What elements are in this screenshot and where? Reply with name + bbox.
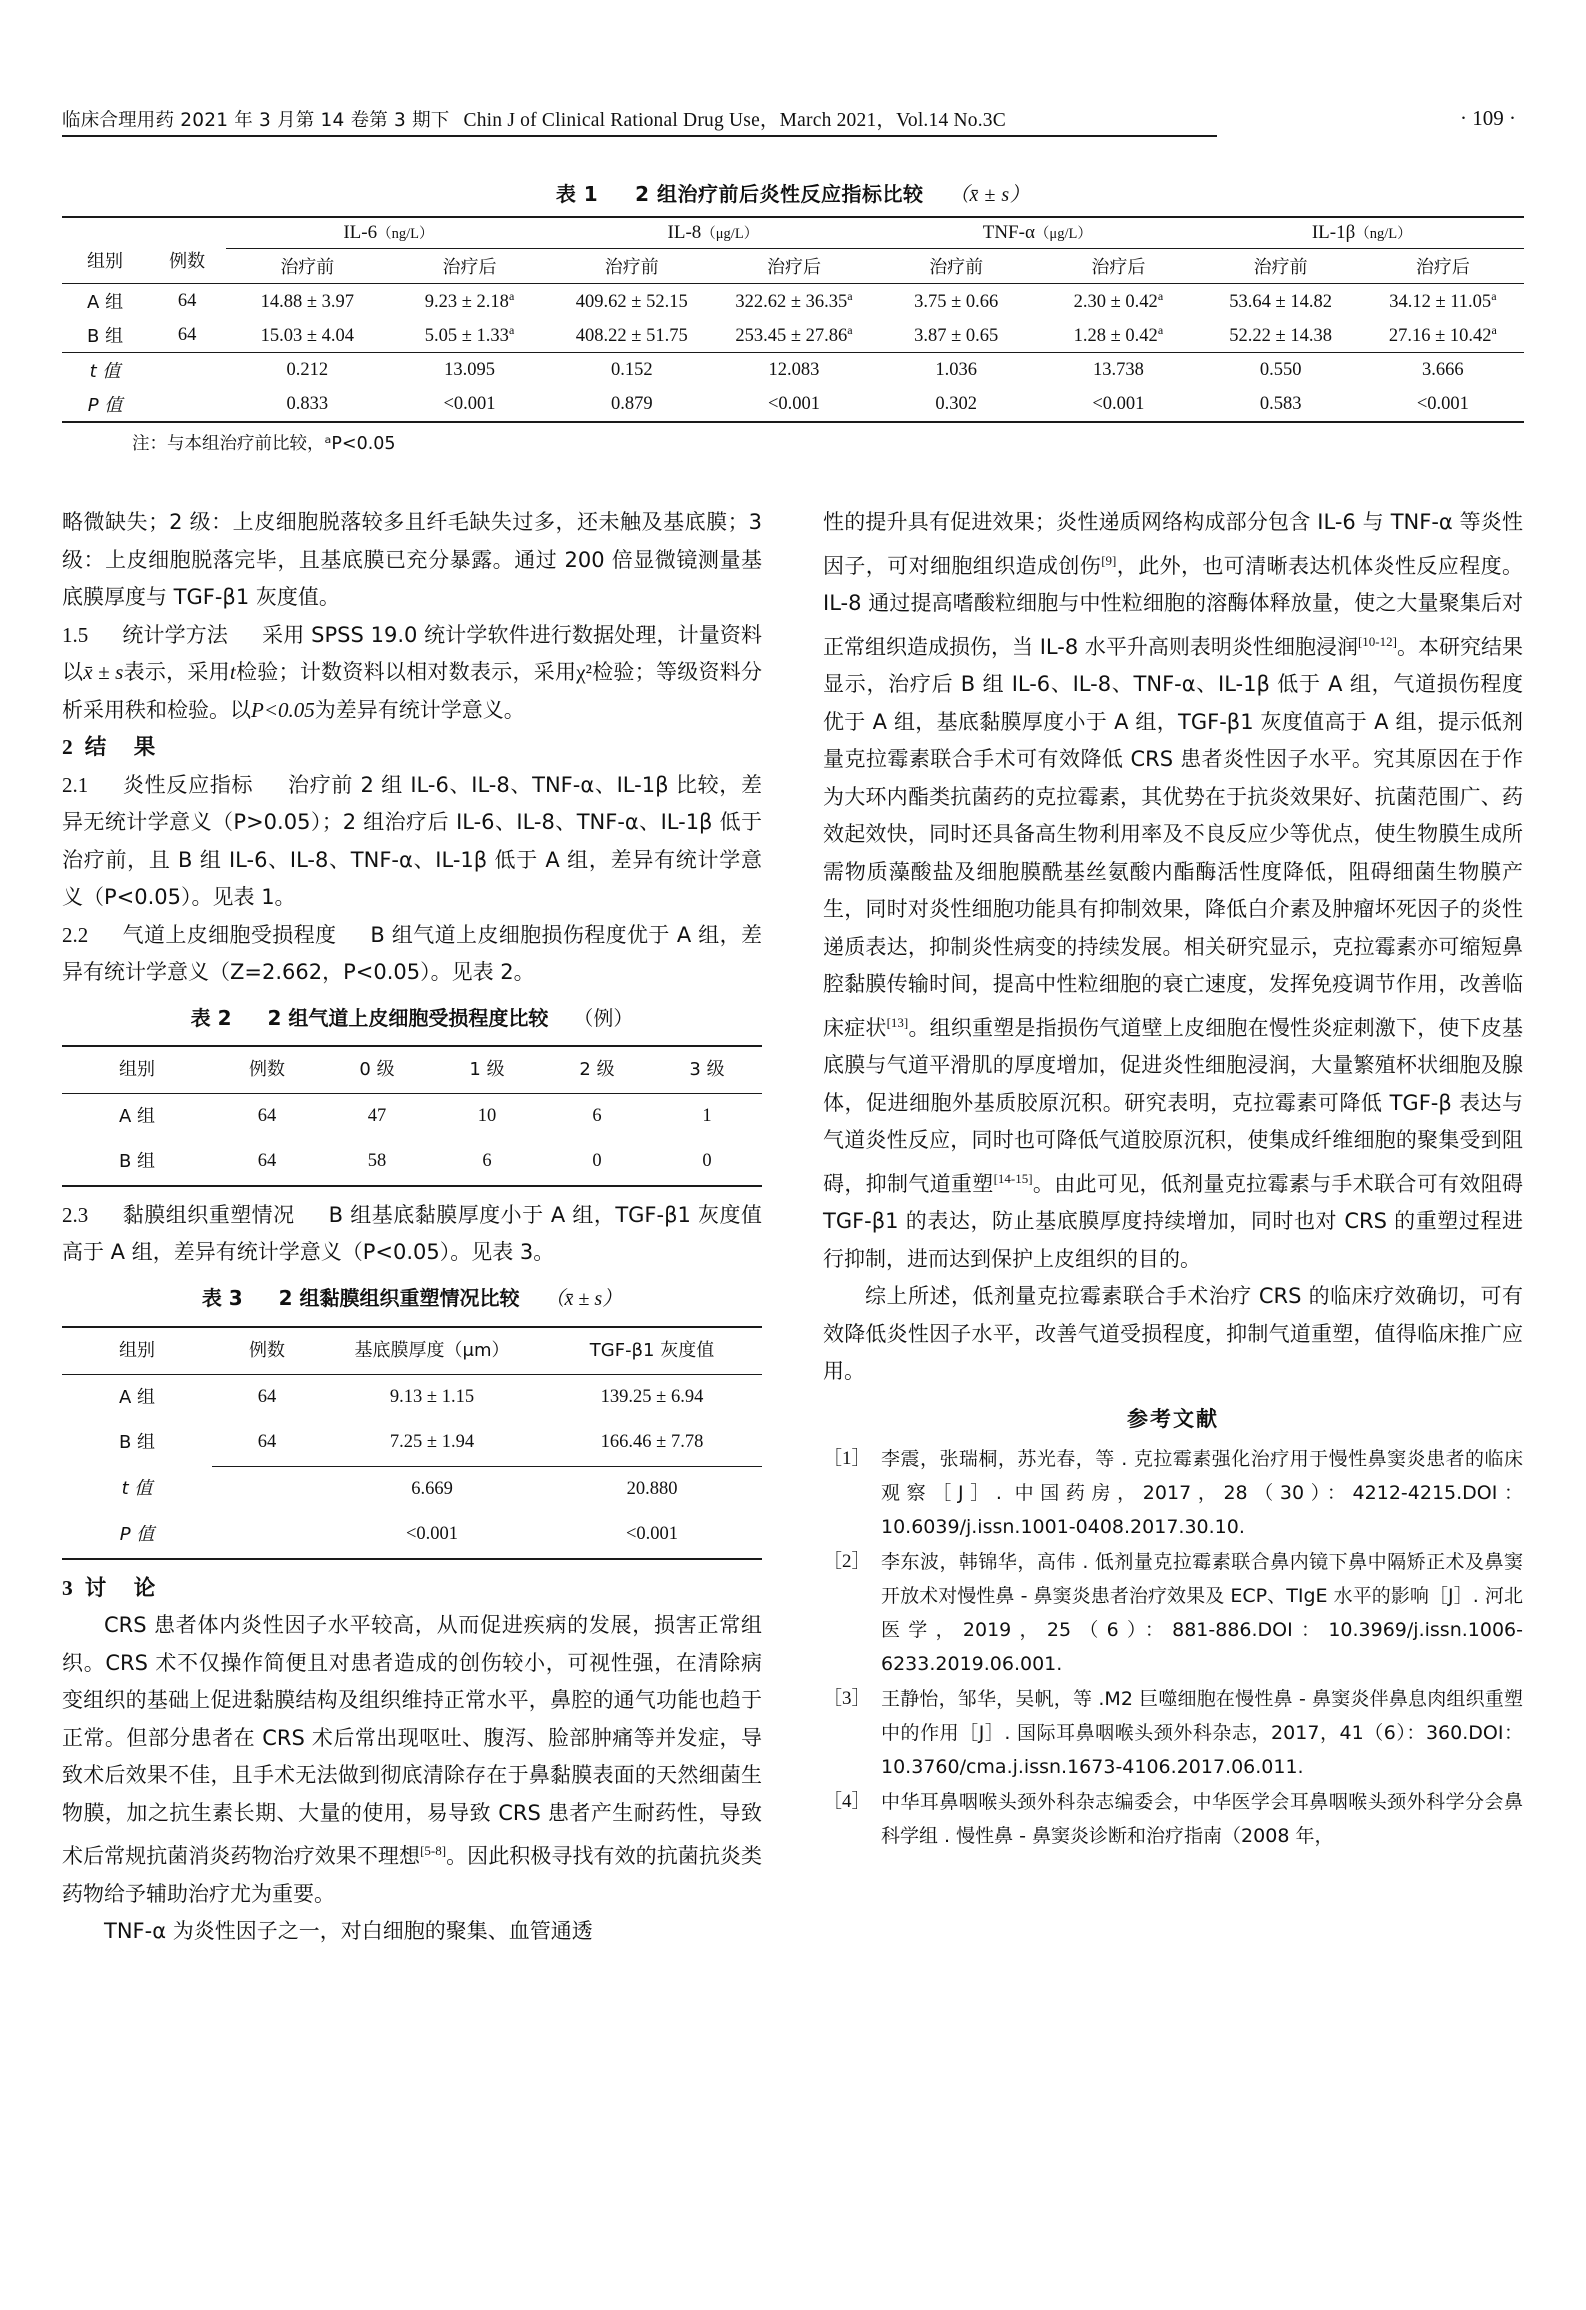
table1-p-value: 0.302 (935, 393, 977, 414)
metric-name: TNF-α (982, 222, 1035, 243)
right-para-1a: 性的提升具有促进效果；炎性递质网络构成部分包含 IL-6 与 TNF-α 等炎性因子，可对细胞组织造成创伤 (823, 510, 1523, 578)
table1-cell (1200, 284, 1362, 319)
table3-cell: A 组 (118, 1386, 156, 1408)
table1-header-row-1 (62, 217, 1524, 249)
table1-sub-before: 治疗前 (929, 257, 984, 278)
table2-header-cell: 例数 (249, 1059, 285, 1080)
para-grading: 略微缺失；2 级：上皮细胞脱落较多且纤毛缺失过多，还未触及基底膜；3 级：上皮细胞脱落完毕，且基底膜已充分暴露。通过 200 倍显微镜测量基底膜厚度与 TGF-β1 灰度值。 (62, 510, 762, 609)
table3-caption-label: 表 3 (201, 1285, 243, 1310)
cell-value: 52.22 ± 14.38 (1229, 326, 1332, 347)
table1-container (62, 178, 1524, 455)
table3-p-value: <0.001 (625, 1524, 679, 1544)
section-2-3-body: B 组基底黏膜厚度小于 A 组，TGF-β1 灰度值高于 A 组，差异有统计学意义（P<0.05）。见表 3。 (62, 1202, 763, 1264)
cell-value: 409.62 ± 52.15 (575, 292, 688, 313)
cell-value: 15.03 ± 4.04 (260, 326, 355, 347)
reference-text: 中华耳鼻咽喉头颈外科杂志编委会，中华医学会耳鼻咽喉头颈外科学分会鼻科学组 . 慢性鼻 - 鼻窦炎诊断和治疗指南（2008 年， (881, 1791, 1523, 1847)
table1-cell (551, 284, 713, 319)
table3-cell: 9.13 ± 1.15 (389, 1386, 475, 1407)
list-item (823, 1545, 1523, 1681)
metric-unit: （μg/L） (701, 226, 759, 242)
table2-cell: A 组 (118, 1105, 156, 1127)
cell-sup: a (847, 288, 853, 303)
cell-value: 408.22 ± 51.75 (575, 326, 688, 347)
table2-caption-label: 表 2 (190, 1005, 232, 1030)
right-para-1 (823, 504, 1523, 1278)
table2-cell: 47 (367, 1105, 387, 1126)
section-3-para1-text: CRS 患者体内炎性因子水平较高，从而促进疾病的发展，损害正常组织。CRS 术不仅操作简便且对患者造成的创伤较小，可视性强，在清除病变组织的基础上促进黏膜结构及组织维持正常水平，鼻腔的通气功能也趋于正常。但部分患者在 CRS 术后常出现呕吐、腹泻、脸部肿痛等并发症，导致术后效果不佳，且手术无法做到彻底清除存在于鼻黏膜表面的天然细菌生物膜，加之抗生素长期、大量的使用，易导致 CRS 患者产生耐药性，导致术后常规抗菌消炎药物治疗效果不理想 (62, 1613, 762, 1868)
table3-t-value: 6.669 (322, 1466, 542, 1512)
section-2-title: 结 果 (84, 735, 159, 760)
table3 (62, 1326, 762, 1560)
table3-header-row (62, 1327, 762, 1374)
table1-caption (62, 178, 1524, 207)
table2-header-row (62, 1046, 762, 1093)
cell-sup: a (1491, 288, 1497, 303)
section-3-para2: TNF-α 为炎性因子之一，对白细胞的聚集、血管通透 (104, 1919, 593, 1943)
section-2-3-title: 黏膜组织重塑情况 (122, 1202, 295, 1227)
list-item (823, 1442, 1523, 1544)
cell-value: 2.30 ± 0.42 (1073, 292, 1158, 313)
table1-sub-before: 治疗前 (280, 257, 335, 278)
section-1-5-body-d: t (229, 660, 236, 684)
cell-value: 1.28 ± 0.42 (1073, 326, 1158, 347)
right-para-1e: 。由此可见，低剂量克拉霉素与手术联合可有效阻碍 TGF-β1 的表达，防止基底膜厚度持续增加，同时也对 CRS 的重塑过程进行抑制，进而达到保护上皮组织的目的。 (823, 1171, 1524, 1271)
table1-caption-label: 表 1 (555, 182, 599, 206)
table2-header-cell: 3 级 (689, 1059, 725, 1080)
table1-t-value: 13.095 (444, 359, 495, 380)
cell-value: 253.45 ± 27.86 (735, 326, 848, 347)
cell-value: 322.62 ± 36.35 (735, 292, 848, 313)
cell-value: 5.05 ± 1.33 (424, 326, 509, 347)
table1-cell (551, 318, 713, 353)
table1-p-row (62, 387, 1524, 422)
table-row (62, 1374, 762, 1420)
metric-unit: （ng/L） (1355, 226, 1412, 242)
ref-marker: [14-15] (993, 1170, 1033, 1186)
table1-t-value: 1.036 (935, 359, 977, 380)
table3-p-value: <0.001 (405, 1524, 459, 1544)
table3-caption (62, 1280, 762, 1319)
table1-cell (1362, 284, 1524, 319)
right-column (823, 504, 1523, 1854)
references-list (823, 1442, 1523, 1853)
table1-header-row-2 (62, 249, 1524, 284)
table1-cell (1037, 284, 1199, 319)
table1-metric-tnfa (875, 217, 1199, 249)
table1-cell (1362, 318, 1524, 353)
reference-text: 李东波，韩锦华，高伟 . 低剂量克拉霉素联合鼻内镜下鼻中隔矫正术及鼻窦开放术对慢性鼻 - 鼻窦炎患者治疗效果及 ECP、TIgE 水平的影响［J］. 河北医学，2019，25（6）：881-886.DOI：10.3969/j.issn.1006-6233.2019.06.001. (881, 1551, 1523, 1675)
table1 (62, 216, 1524, 423)
list-item (823, 1682, 1523, 1784)
section-3-para1 (62, 1607, 762, 1913)
section-3-number: 3 (62, 1575, 73, 1600)
section-3-heading (62, 1570, 762, 1608)
table1-cell (1037, 318, 1199, 353)
table2-cell: 10 (477, 1105, 497, 1126)
table2-caption-unit: （例） (573, 1005, 634, 1030)
section-1-5 (62, 617, 762, 730)
cell-sup: a (847, 322, 853, 337)
section-2-3-number: 2.3 (62, 1202, 89, 1227)
cell-value: 14.88 ± 3.97 (260, 292, 355, 313)
table1-t-label: t 值 (89, 361, 121, 382)
ref-marker: [13] (886, 1014, 909, 1030)
section-1-5-body-c: 表示，采用 (123, 660, 230, 684)
table2-header-cell: 0 级 (359, 1059, 395, 1080)
table1-sub-after: 治疗后 (1091, 257, 1146, 278)
table3-caption-unit: （x̄ ± s） (544, 1287, 623, 1310)
table2-header-cell: 1 级 (469, 1059, 505, 1080)
section-1-5-body-a: 采用 SPSS 19.0 统计学软件进行数据处理，计量资料以 (62, 622, 763, 684)
table1-cell (875, 284, 1037, 319)
metric-name: IL-6 (343, 222, 378, 243)
section-1-5-body-f: χ² (576, 660, 592, 684)
left-column (62, 504, 762, 1951)
table1-note: 注：与本组治疗前比较，ᵃP<0.05 (132, 434, 396, 454)
table1-cell (388, 318, 550, 353)
cell-value: 3.87 ± 0.65 (914, 326, 999, 347)
table1-p-value: 0.879 (610, 393, 653, 414)
table2 (62, 1045, 762, 1187)
right-para-1c: 。本研究结果显示，治疗后 B 组 IL-6、IL-8、TNF-α、IL-1β 低于 A 组，气道损伤程度优于 A 组，基底黏膜厚度小于 A 组，TGF-β1 灰度值高于 A 组，提示低剂量克拉霉素联合手术可有效降低 CRS 患者炎性因子水平。究其原因在于作为大环内酯类抗菌药的克拉霉素，其优势在于抗炎效果好、抗菌范围广、药效起效快，同时还具备高生物利用率及不良反应少等优点，使生物膜生成所需物质藻酸盐及细胞膜酰基丝氨酸内酯酶活性度降低，阻碍细菌生物膜产生，同时对炎性细胞功能具有抑制效果，降低白介素及肿瘤坏死因子的炎性递质表达，抑制炎性病变的持续发展。相关研究显示，克拉霉素亦可缩短鼻腔黏膜传输时间，提高中性粒细胞的衰亡速度，发挥免疫调节作用，改善临床症状 (823, 634, 1524, 1040)
table3-cell: 139.25 ± 6.94 (600, 1386, 704, 1407)
reference-marker: ［3］ (823, 1688, 871, 1709)
running-head-rule (62, 135, 1217, 137)
table2-header-cell: 2 级 (579, 1059, 615, 1080)
page-number: · 109 · (1460, 106, 1516, 130)
cell-sup: a (508, 288, 515, 303)
table2-cell: B 组 (118, 1151, 156, 1172)
table2-cell: 0 (702, 1151, 712, 1171)
table1-t-value: 0.212 (286, 359, 329, 380)
table2-caption-text: 2 组气道上皮细胞受损程度比较 (267, 1005, 549, 1030)
table1-cell (226, 318, 388, 353)
cell-value: 34.12 ± 11.05 (1389, 292, 1492, 313)
section-2-3 (62, 1197, 762, 1272)
section-2-2-body: B 组气道上皮细胞损伤程度优于 A 组，差异有统计学意义（Z=2.662，P<0.05）。见表 2。 (62, 922, 763, 984)
section-2-number: 2 (62, 735, 73, 759)
table1-cell (713, 318, 875, 353)
cell-value: 3.75 ± 0.66 (914, 292, 999, 313)
section-1-5-body-g: 检验；等级资料分析采用秩和检验。以 (62, 660, 763, 722)
cell-sup: a (1157, 288, 1164, 303)
table1-p-value: <0.001 (767, 393, 820, 414)
table1-p-label: P 值 (87, 395, 123, 416)
table2-cell: 58 (367, 1151, 387, 1171)
table1-metric-il1b (1200, 217, 1524, 249)
section-2-1-title: 炎性反应指标 (122, 772, 254, 797)
references-title: 参考文献 (1127, 1406, 1219, 1431)
table3-t-value: 20.880 (542, 1466, 762, 1512)
reference-marker: ［2］ (823, 1551, 871, 1572)
list-item (823, 1785, 1523, 1853)
table1-metric-il6 (226, 217, 550, 249)
table1-row-group: B 组 (87, 326, 124, 347)
table2-cell: 64 (257, 1151, 277, 1171)
metric-unit: （μg/L） (1034, 226, 1092, 242)
cell-value: 9.23 ± 2.18 (424, 292, 509, 313)
table1-cell (713, 284, 875, 319)
section-2-1 (62, 767, 762, 917)
table3-header-cell: 组别 (119, 1340, 155, 1361)
table3-p-row (62, 1512, 762, 1559)
table1-cell (875, 318, 1037, 353)
table3-caption-text: 2 组黏膜组织重塑情况比较 (278, 1285, 520, 1310)
table-row (62, 318, 1524, 353)
table3-header-cell: 基底膜厚度（μm） (354, 1340, 510, 1361)
table1-sub-before: 治疗前 (604, 257, 659, 278)
table2-cell: 64 (257, 1105, 277, 1126)
table1-t-value: 0.152 (610, 359, 653, 380)
table3-p-label: P 值 (119, 1524, 155, 1545)
running-head-left (62, 104, 1006, 132)
section-1-5-title: 统计学方法 (122, 622, 228, 647)
table2-caption (62, 1000, 762, 1038)
table3-cell: 7.25 ± 1.94 (389, 1432, 475, 1452)
table1-t-value: 0.550 (1259, 359, 1302, 380)
table1-metric-il8 (551, 217, 875, 249)
reference-marker: ［4］ (823, 1791, 871, 1812)
right-para-1b: ，此外，也可清晰表达机体炎性反应程度。IL-8 通过提高嗜酸粒细胞与中性粒细胞的溶酶体释放量，使之大量聚集后对正常组织造成损伤，当 IL-8 水平升高则表明炎性细胞浸润 (823, 553, 1524, 659)
section-1-5-body-i: 为差异有统计学意义。 (314, 697, 525, 722)
section-1-5-body-h: P<0.05 (251, 697, 315, 722)
section-3-para1-tail: 。因此积极寻找有效的抗菌抗炎类药物给予辅助治疗尤为重要。 (62, 1844, 762, 1906)
section-2-2 (62, 917, 762, 992)
table1-p-value: <0.001 (1416, 393, 1469, 414)
table3-t-label: t 值 (121, 1478, 153, 1500)
table3-cell: B 组 (118, 1432, 156, 1454)
table1-col-group: 组别 (87, 251, 124, 272)
ref-marker: [10-12] (1357, 633, 1397, 649)
journal-title-en: Chin J of Clinical Rational Drug Use，March 2021，Vol.14 No.3C (463, 110, 1006, 131)
section-2-heading (62, 729, 762, 767)
table2-cell: 0 (592, 1151, 602, 1171)
table2-cell: 6 (592, 1105, 602, 1126)
table3-cell: 64 (257, 1432, 277, 1452)
table-row (62, 1420, 762, 1466)
table1-sub-after: 治疗后 (442, 257, 497, 278)
table1-sub-after: 治疗后 (1415, 257, 1470, 278)
table-row (62, 1139, 762, 1186)
table1-col-n: 例数 (169, 251, 206, 272)
table1-t-value: 12.083 (768, 359, 820, 380)
section-1-5-body-e: 检验；计数资料以相对数表示，采用 (235, 660, 577, 684)
table1-row-n: 64 (177, 324, 197, 345)
ref-marker: [9] (1101, 552, 1117, 568)
metric-name: IL-8 (667, 222, 702, 243)
section-1-5-body-b: x̄ ± s (83, 660, 124, 684)
table3-cell: 166.46 ± 7.78 (600, 1432, 704, 1452)
table3-cell: 64 (257, 1386, 277, 1407)
table1-p-value: <0.001 (1092, 393, 1145, 414)
table3-header-cell: TGF-β1 灰度值 (589, 1340, 715, 1361)
reference-marker: ［1］ (823, 1448, 871, 1469)
right-para-2: 综上所述，低剂量克拉霉素联合手术治疗 CRS 的临床疗效确切，可有效降低炎性因子水平，改善气道受损程度，抑制气道重塑，值得临床推广应用。 (823, 1284, 1523, 1383)
table3-header-cell: 例数 (249, 1340, 285, 1361)
cell-value: 53.64 ± 14.82 (1229, 292, 1332, 313)
table1-cell (1200, 318, 1362, 353)
metric-name: IL-1β (1311, 222, 1356, 243)
table1-sub-before: 治疗前 (1253, 257, 1308, 278)
section-2-2-number: 2.2 (62, 922, 89, 947)
table1-cell (388, 284, 550, 319)
table3-t-row (62, 1466, 762, 1512)
table1-p-value: <0.001 (443, 393, 496, 414)
table2-container (62, 1000, 762, 1187)
table3-container (62, 1280, 762, 1560)
reference-text: 李震，张瑞桐，苏光春，等 . 克拉霉素强化治疗用于慢性鼻窦炎患者的临床观察［J］. 中国药房，2017，28（30）：4212-4215.DOI：10.6039/j.issn.1001-0408.2017.30.10. (881, 1448, 1523, 1538)
table1-caption-text: 2 组治疗前后炎性反应指标比较 (635, 182, 924, 206)
table2-header-cell: 组别 (119, 1059, 155, 1080)
section-2-1-number: 2.1 (62, 772, 89, 797)
table1-t-value: 13.738 (1092, 359, 1144, 380)
cell-sup: a (1491, 322, 1497, 337)
section-2-1-body: 治疗前 2 组 IL-6、IL-8、TNF-α、IL-1β 比较，差异无统计学意义（P>0.05）；2 组治疗后 IL-6、IL-8、TNF-α、IL-1β 低于治疗前，且 B 组 IL-6、IL-8、TNF-α、IL-1β 低于 A 组，差异有统计学意义（P<0.05）。见表 1。 (62, 772, 763, 909)
table2-cell: 1 (702, 1105, 712, 1126)
section-1-5-number: 1.5 (62, 622, 89, 647)
table1-row-n: 64 (177, 290, 197, 311)
running-head (62, 104, 1524, 132)
cell-value: 27.16 ± 10.42 (1388, 326, 1492, 347)
table-row (62, 284, 1524, 319)
cell-sup: a (508, 322, 515, 337)
table-row (62, 1093, 762, 1139)
table1-row-group: A 组 (87, 292, 124, 313)
table1-sub-after: 治疗后 (766, 257, 821, 278)
table1-t-value: 3.666 (1422, 359, 1464, 380)
table2-cell: 6 (482, 1151, 492, 1171)
metric-unit: （ng/L） (377, 226, 434, 242)
table1-p-value: 0.583 (1259, 393, 1302, 414)
reference-text: 王静怡，邹华，吴帆，等 .M2 巨噬细胞在慢性鼻 - 鼻窦炎伴鼻息肉组织重塑中的作用［J］. 国际耳鼻咽喉头颈外科杂志，2017，41（6）：360.DOI：10.3760/cma.j.issn.1673-4106.2017.06.011. (881, 1688, 1523, 1778)
cell-sup: a (1157, 322, 1164, 337)
table1-p-value: 0.833 (286, 393, 329, 414)
right-para-1d: 。组织重塑是指损伤气道壁上皮细胞在慢性炎症刺激下，使下皮基底膜与气道平滑肌的厚度增加，促进炎性细胞浸润，大量繁殖杯状细胞及腺体，促进细胞外基质胶原沉积。研究表明，克拉霉素可降低 TGF-β 表达与气道炎性反应，同时也可降低气道胶原沉积，使集成纤维细胞的聚集受到阻碍，抑制气道重塑 (823, 1015, 1523, 1196)
section-2-2-title: 气道上皮细胞受损程度 (122, 922, 337, 947)
table1-cell (226, 284, 388, 319)
journal-title-cn: 临床合理用药 2021 年 3 月第 14 卷第 3 期下 (62, 110, 450, 131)
table1-caption-unit: （x̄ ± s） (949, 184, 1031, 206)
ref-marker: [5-8] (420, 1843, 447, 1858)
section-3-title: 讨 论 (84, 1575, 159, 1601)
table1-t-row (62, 353, 1524, 388)
